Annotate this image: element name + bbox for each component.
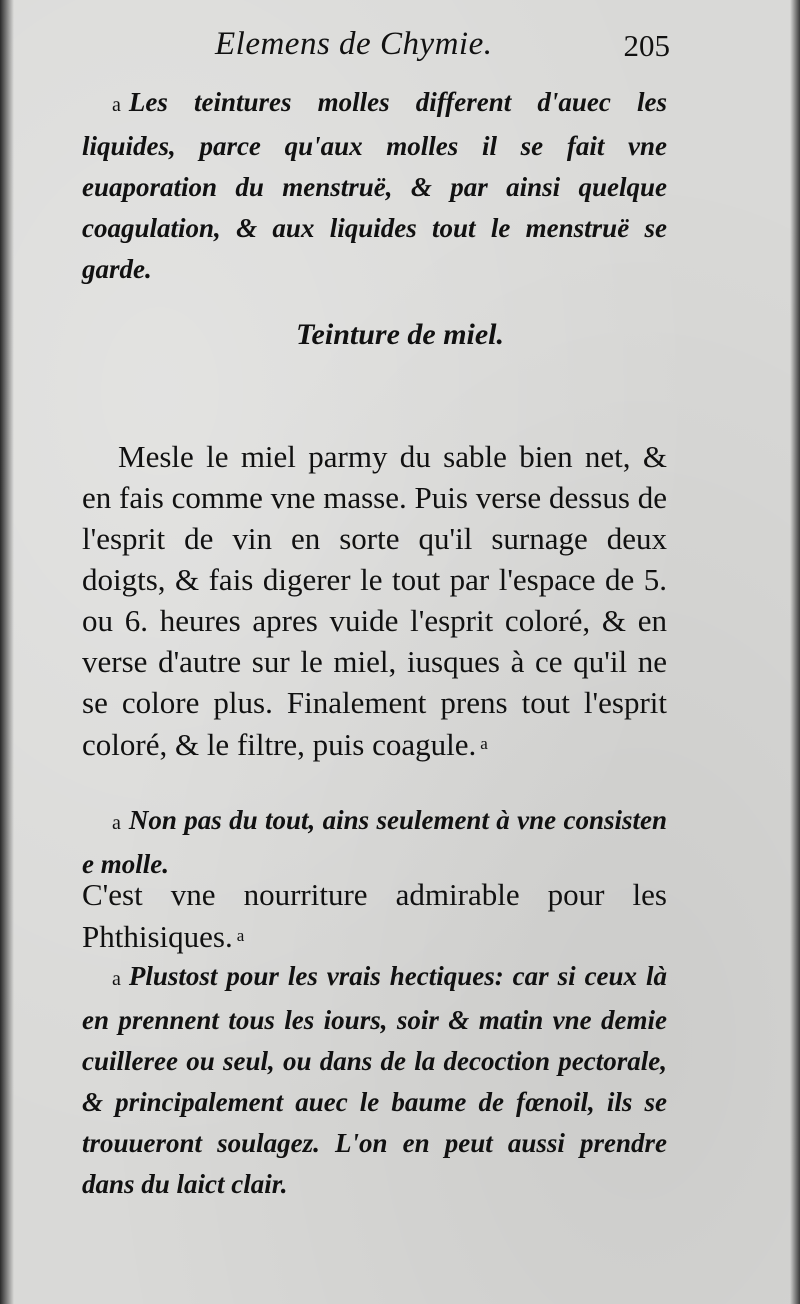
page-edge-shadow-right <box>790 0 800 1304</box>
page-number: 205 <box>623 28 670 63</box>
footnote-ref: a <box>236 926 245 945</box>
paragraph-text: C'est vne nourriture admirable pour les Phthisiques. <box>82 877 667 954</box>
note-mark: a <box>112 968 121 990</box>
body-paragraph-2 <box>82 874 667 957</box>
footnote-ref: a <box>480 734 488 753</box>
note-mark: a <box>112 812 121 834</box>
marginal-note-1 <box>82 82 667 290</box>
section-title: Teinture de miel. <box>295 318 505 351</box>
body-paragraph-1 <box>82 436 667 765</box>
paragraph-text: Mesle le miel parmy du sable bien net, & en fais comme vne masse. Puis verse dessus de l'esprit de vin en sorte qu'il surnage deux doigts, & fais digerer le tout par l'espace de 5. ou 6. heures apres vuide l'esprit coloré, & en verse d'autre sur le miel, iusques à ce qu'il ne se colore plus. Finalement prens tout l'esprit coloré, & le filtre, puis coagule. <box>82 439 667 762</box>
marginal-note-3 <box>82 956 667 1205</box>
running-title: Elemens de Chymie. <box>215 26 493 62</box>
note-text: Les teintures molles different d'auec les liquides, parce qu'aux molles il se fait vne euaporation du menstruë, & par ainsi quelque coagulation, & aux liquides tout le menstruë se garde. <box>82 87 667 284</box>
note-mark: a <box>112 94 121 116</box>
note-text: Non pas du tout, ains seulement à vne consisten e molle. <box>82 805 667 879</box>
page-edge-shadow <box>0 0 14 1304</box>
page-header <box>90 26 670 76</box>
marginal-note-2 <box>82 800 667 885</box>
note-text: Plustost pour les vrais hectiques: car si ceux là en prennent tous les iours, soir & matin vne demie cuilleree ou seul, ou dans de la decoction pectorale, & principalement auec le baume de fœnoil, ils se trouueront soulagez. L'on en peut aussi prendre dans du laict clair. <box>82 961 667 1199</box>
